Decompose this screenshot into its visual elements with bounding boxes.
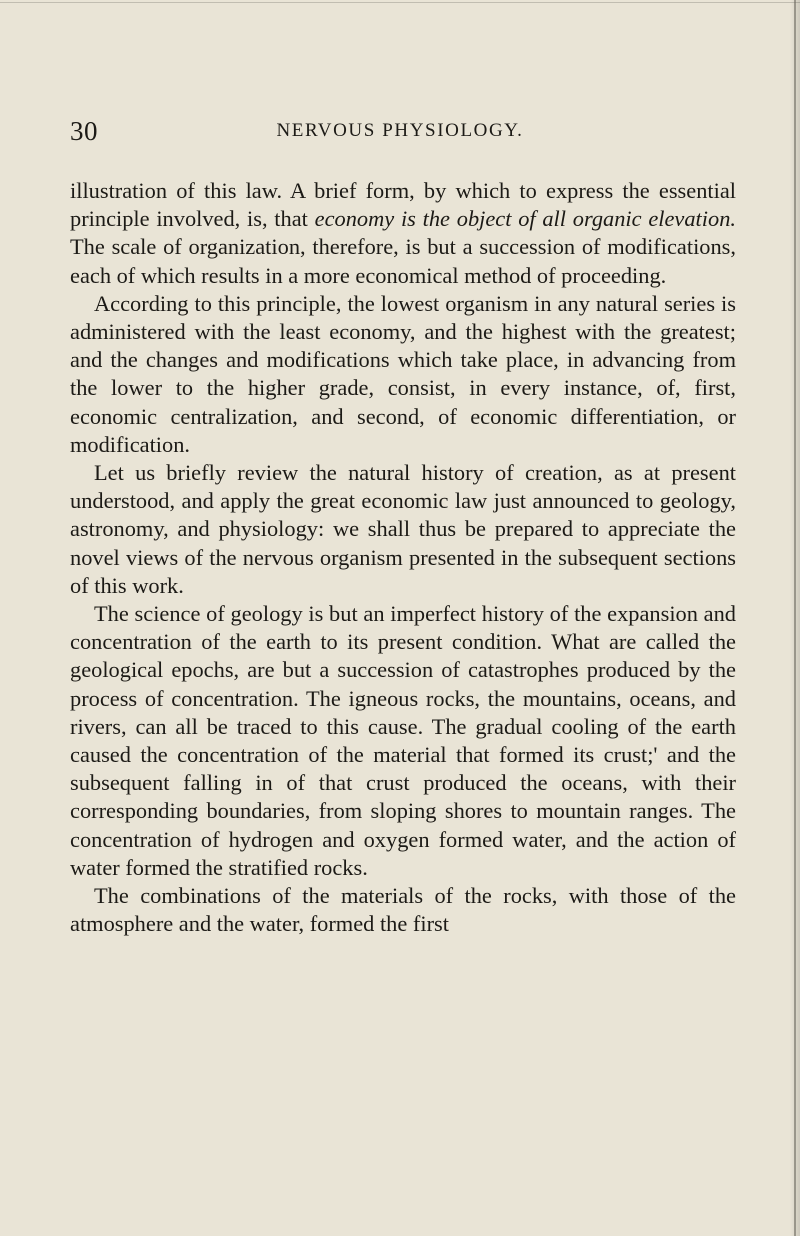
running-title: NERVOUS PHYSIOLOGY. xyxy=(276,120,524,141)
paragraph-1-before: illustration of this law. A brief form, by which to express the essential principle involved, is, that xyxy=(70,178,736,232)
body-text xyxy=(70,177,736,938)
paragraph-4: The science of geology is but an imperfect history of the expansion and concentration of the earth to its present condition. What are called the geological epochs, are but a succession of catastrophes produced by the process of concentration. The igneous rocks, the mountains, oceans, and rivers, can all be traced to this cause. The gradual cooling of the earth caused the concentration of the material that formed its crust;' and the subsequent falling in of that crust produced the oceans, with their corresponding boundaries, from sloping shores to mountain ranges. The concentration of hydrogen and oxygen formed water, and the action of water formed the stratified rocks. xyxy=(70,601,736,880)
paragraph-1-after: The scale of organization, therefore, is but a succession of modifications, each of which results in a more economical method of proceeding. xyxy=(70,234,736,288)
page-number: 30 xyxy=(70,116,98,146)
paragraph-1-emphasis: economy is the object of all organic elevation. xyxy=(314,206,736,232)
paragraph-1 xyxy=(70,177,736,290)
running-head xyxy=(70,116,730,146)
page-top-edge xyxy=(0,2,800,3)
paragraph-5: The combinations of the materials of the rocks, with those of the atmosphere and the water, formed the first xyxy=(70,883,736,937)
page-binding-edge xyxy=(794,0,796,1236)
paragraph-3: Let us briefly review the natural history of creation, as at present understood, and apply the great economic law just announced to geology, astronomy, and physiology: we shall thus be prepared to appreciate the novel views of the nervous organism presented in the subsequent sections of this work. xyxy=(70,460,736,598)
paragraph-2: According to this principle, the lowest organism in any natural series is administered with the least economy, and the highest with the greatest; and the changes and modifications which take place, in advancing from the lower to the higher grade, consist, in every instance, of, first, economic centralization, and second, of economic differentiation, or modification. xyxy=(70,290,736,457)
